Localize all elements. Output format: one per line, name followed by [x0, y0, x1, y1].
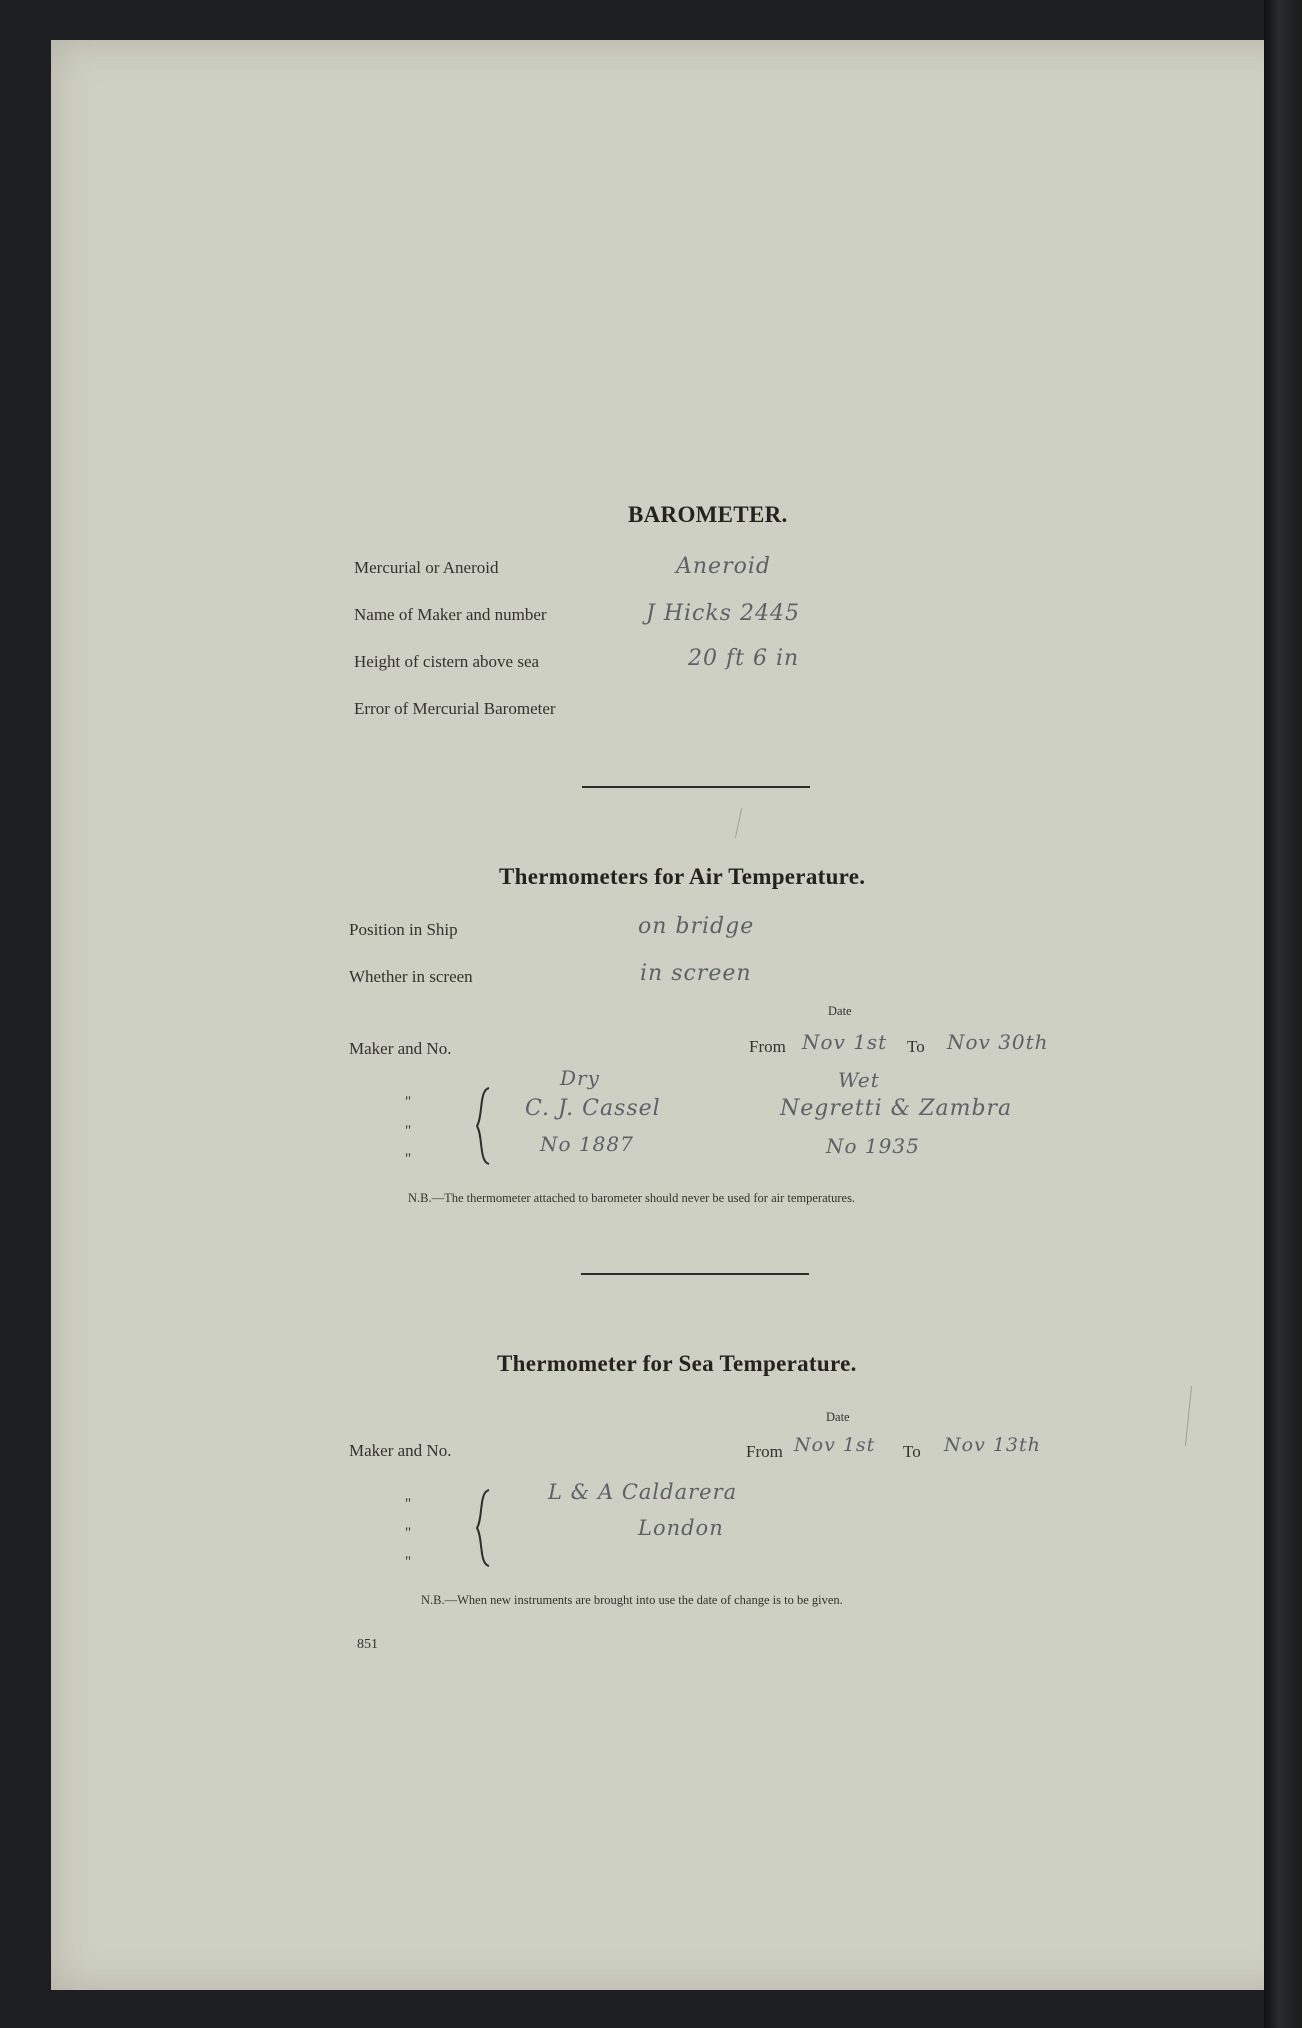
sea-to-value: Nov 13th: [944, 1434, 1041, 1456]
air-thermometers-heading: Thermometers for Air Temperature.: [499, 864, 866, 889]
sea-date-label: Date: [826, 1410, 850, 1424]
air-brace: [473, 1086, 495, 1166]
cistern-height-value: 20 ft 6 in: [688, 646, 800, 671]
air-from-label: From: [749, 1037, 786, 1056]
in-screen-value: in screen: [640, 961, 752, 986]
ditto-mark: ": [405, 1496, 412, 1512]
air-maker-label: Maker and No.: [349, 1039, 452, 1058]
sea-maker-label: Maker and No.: [349, 1441, 452, 1460]
ditto-mark: ": [405, 1525, 412, 1541]
wet-number: No 1935: [826, 1134, 920, 1158]
sea-thermometer-heading: Thermometer for Sea Temperature.: [497, 1351, 857, 1376]
ditto-mark: ": [405, 1151, 412, 1167]
section-divider: [581, 1273, 809, 1275]
page-edge-shadow: [1264, 0, 1302, 2028]
dry-maker: C. J. Cassel: [525, 1096, 661, 1121]
sea-brace: [473, 1488, 495, 1568]
dry-label: Dry: [560, 1066, 600, 1090]
mercurial-or-aneroid-label: Mercurial or Aneroid: [354, 558, 499, 577]
ditto-mark: ": [405, 1123, 412, 1139]
maker-number-value: J Hicks 2445: [646, 601, 800, 626]
wet-maker: Negretti & Zambra: [780, 1096, 1013, 1121]
sea-to-label: To: [903, 1442, 921, 1461]
maker-number-label: Name of Maker and number: [354, 605, 547, 624]
air-to-value: Nov 30th: [947, 1030, 1049, 1054]
air-from-value: Nov 1st: [802, 1030, 888, 1054]
sea-from-label: From: [746, 1442, 783, 1461]
mercurial-error-label: Error of Mercurial Barometer: [354, 699, 556, 718]
mercurial-or-aneroid-value: Aneroid: [676, 554, 771, 579]
barometer-heading: BAROMETER.: [628, 502, 788, 527]
section-divider: [582, 786, 810, 788]
logbook-page: [51, 40, 1302, 1990]
position-in-ship-value: on bridge: [638, 914, 755, 939]
ditto-mark: ": [405, 1094, 412, 1110]
air-to-label: To: [907, 1037, 925, 1056]
sea-from-value: Nov 1st: [794, 1434, 876, 1456]
wet-label: Wet: [838, 1068, 880, 1092]
sea-note: N.B.—When new instruments are brought into use the date of change is to be given.: [421, 1593, 843, 1607]
position-in-ship-label: Position in Ship: [349, 920, 458, 939]
air-note: N.B.—The thermometer attached to barometer should never be used for air temperatures.: [408, 1191, 856, 1205]
in-screen-label: Whether in screen: [349, 967, 473, 986]
cistern-height-label: Height of cistern above sea: [354, 652, 540, 671]
sea-maker-line2: London: [638, 1516, 724, 1540]
ditto-mark: ": [405, 1554, 412, 1570]
air-date-label: Date: [828, 1004, 852, 1018]
dry-number: No 1887: [540, 1132, 634, 1156]
form-number: 851: [357, 1637, 378, 1652]
sea-maker-line1: L & A Caldarera: [548, 1480, 738, 1504]
